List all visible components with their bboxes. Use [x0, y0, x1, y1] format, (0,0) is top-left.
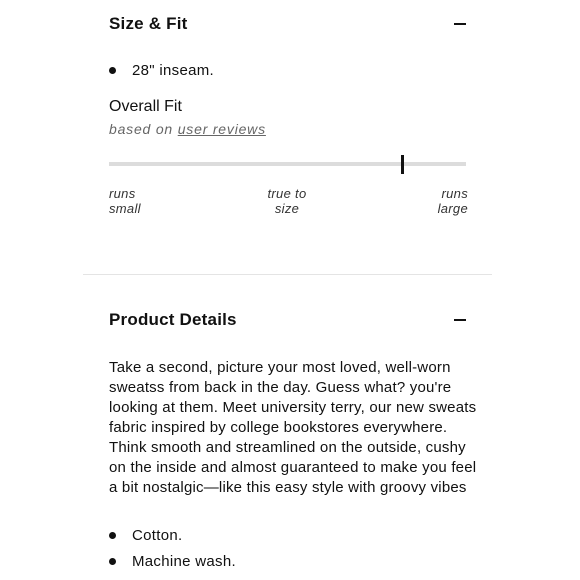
scale-true-to-size-line2: size	[274, 201, 300, 216]
minus-icon	[454, 319, 466, 322]
minus-icon	[454, 23, 466, 26]
list-item	[109, 527, 182, 544]
scale-runs-large-line1: runs	[441, 186, 468, 201]
bullet-icon	[109, 558, 116, 565]
fit-scale-track	[109, 162, 466, 166]
product-details-collapse-button[interactable]	[453, 313, 467, 327]
scale-runs-large	[438, 186, 468, 216]
fit-scale-marker	[401, 155, 404, 174]
scale-true-to-size-line1: true to	[267, 186, 307, 201]
product-details-header[interactable]	[109, 310, 467, 330]
material-text: Cotton.	[132, 527, 183, 544]
size-fit-header[interactable]	[109, 14, 467, 34]
scale-runs-small-line1: runs	[109, 186, 136, 201]
bullet-icon	[109, 67, 116, 74]
size-fit-title: Size & Fit	[109, 14, 188, 33]
list-item	[109, 553, 236, 570]
scale-true-to-size	[258, 186, 316, 216]
fit-subtitle	[109, 121, 266, 137]
user-reviews-link[interactable]: user reviews	[177, 121, 266, 137]
bullet-icon	[109, 532, 116, 539]
list-item	[109, 62, 214, 79]
scale-runs-small	[109, 186, 141, 216]
product-description: Take a second, picture your most loved, well-worn sweatss from back in the day. Guess what? you're looking at them. Meet university terry, our new sweats fabric inspired by college bookstores everywhere. Think smooth and streamlined on the outside, cushy on the inside and almost guaranteed to make you feel a bit nostalgic—like this easy style with groovy vibes	[109, 359, 477, 496]
product-details-title: Product Details	[109, 310, 237, 329]
care-text: Machine wash.	[132, 553, 236, 570]
scale-runs-small-line2: small	[109, 201, 141, 216]
section-divider	[83, 274, 492, 275]
based-on-text: based on	[109, 121, 174, 137]
size-fit-collapse-button[interactable]	[453, 17, 467, 31]
overall-fit-label: Overall Fit	[109, 98, 182, 115]
scale-runs-large-line2: large	[437, 201, 468, 216]
inseam-text: 28" inseam.	[132, 62, 214, 79]
